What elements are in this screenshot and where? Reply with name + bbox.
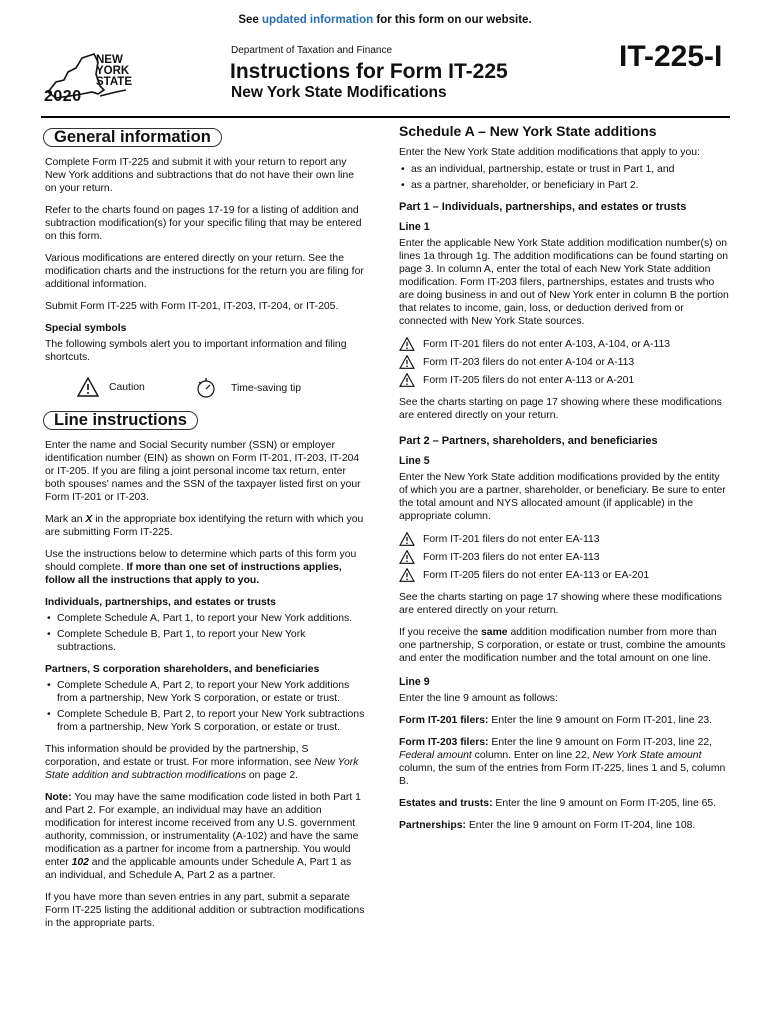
- partners-heading: Partners, S corporation shareholders, and beneficiaries: [45, 664, 320, 675]
- general-paragraph-2: Refer to the charts found on pages 17-19 for a listing of addition and subtraction modification(s) for your specific filing that may be entered on this form.: [45, 205, 362, 242]
- line-paragraph-2: Mark an X in the appropriate box identifying the return with which you are submitting Form IT-225.: [45, 514, 364, 538]
- stopwatch-icon: [195, 377, 217, 399]
- final-paragraph: If you have more than seven entries in any part, submit a separate Form IT-225 listing the additional addition or subtraction modifications in the appropriate parts.: [45, 892, 365, 929]
- caution-icon: [399, 532, 415, 546]
- nys-wordmark: NEW YORK STATE: [96, 54, 132, 88]
- symbols-legend: [45, 373, 365, 403]
- same-number-paragraph: If you receive the same addition modification number from more than one partnership, S corporation, or estate or trust, combine the amounts and enter the modification number and the total amount on one line.: [399, 627, 726, 664]
- page-subtitle: New York State Modifications: [231, 84, 447, 101]
- list-item: • as an individual, partnership, estate or trust in Part 1, and: [399, 163, 730, 176]
- caution-icon: [399, 373, 415, 387]
- line-5-charts-note: See the charts starting on page 17 showing where these modifications are entered directly on your return.: [399, 592, 722, 616]
- line-1-cautions: [399, 337, 730, 387]
- schedule-a-heading: Schedule A – New York State additions: [399, 123, 657, 139]
- updated-information-link[interactable]: updated information: [262, 14, 374, 26]
- list-item: • Complete Schedule A, Part 2, to report your New York additions from a partnership, New York S corporation, or estate or trust.: [45, 679, 365, 705]
- caution-note: Form IT-201 filers do not enter A-103, A-104, or A-113: [399, 337, 730, 351]
- timesaving-label: Time-saving tip: [231, 382, 302, 394]
- line-1-heading: Line 1: [399, 221, 430, 233]
- website-note: [0, 14, 770, 26]
- timesaving-legend: [195, 377, 301, 399]
- note-paragraph: Note: You may have the same modification code listed in both Part 1 and Part 2. For example, an individual may have an addition modification for interest income received from any U.S. government authority, commission, or instrumentality (A-102) and have the same modification as a partner for income from a partnership. You would enter 102 and the applicable amounts under Schedule A, Part 1 as an individual, and Schedule A, Part 2 as a partner.: [45, 792, 361, 881]
- general-paragraph-3: Various modifications are entered directly on your return. See the modification charts and the instructions for the return you are filing for additional information.: [45, 253, 364, 290]
- header-divider: [41, 116, 730, 118]
- line-5-cautions: [399, 532, 730, 582]
- line-1-text: Enter the applicable New York State addition modification number(s) on lines 1a through 1g. The addition modifications can be found starting on page 3. In column A, enter the total of each New York State addition modification. Form IT-203 filers, partnerships, estates and trusts who are doing business in and out of New York enter in column B the portion that relates to income, gain, loss, or deduction derived from or connected with New York State sources.: [399, 238, 729, 327]
- right-column: [399, 125, 730, 841]
- list-item: • Complete Schedule B, Part 2, to report your New York subtractions from a partnership, New York S corporation, or estate or trust.: [45, 708, 365, 734]
- caution-note: Form IT-205 filers do not enter EA-113 or EA-201: [399, 568, 730, 582]
- line-paragraph-1: Enter the name and Social Security number (SSN) or employer identification number (EIN) as shown on Form IT-201, IT-203, IT-204 or IT-205. If you are filing a joint personal income tax return, enter both spouses' names and the SSN of the taxpayer listed first on your Form IT-201 or IT-203.: [45, 440, 361, 503]
- special-symbols-text: The following symbols alert you to important information and filing shortcuts.: [45, 339, 347, 363]
- part-2-heading: Part 2 – Partners, shareholders, and beneficiaries: [399, 435, 658, 447]
- line-5-heading: Line 5: [399, 455, 430, 467]
- it203-instruction: Form IT-203 filers: Enter the line 9 amount on Form IT-203, line 22, Federal amount column. Enter on line 22, New York State amount column, the sum of the entries from Form IT-225, lines 1 and 5, column B.: [399, 737, 726, 787]
- partners-list: [45, 679, 365, 734]
- page-title: Instructions for Form IT-225: [230, 60, 508, 83]
- tax-year: 2020: [44, 88, 82, 105]
- caution-icon: [77, 377, 99, 397]
- caution-icon: [399, 550, 415, 564]
- caution-note: Form IT-201 filers do not enter EA-113: [399, 532, 730, 546]
- line-9-intro: Enter the line 9 amount as follows:: [399, 693, 558, 704]
- list-item: • as a partner, shareholder, or beneficiary in Part 2.: [399, 179, 730, 192]
- general-information-heading: General information: [43, 128, 222, 147]
- line-paragraph-3: Use the instructions below to determine which parts of this form you should complete. If more than one set of instructions applies, follow all the instructions that apply to you.: [45, 549, 357, 586]
- caution-label: Caution: [109, 381, 145, 393]
- department-name: Department of Taxation and Finance: [231, 45, 393, 56]
- caution-icon: [399, 568, 415, 582]
- caution-icon: [399, 337, 415, 351]
- special-symbols-heading: Special symbols: [45, 323, 127, 334]
- info-paragraph: This information should be provided by the partnership, S corporation, and estate or trust. For more information, see New York State addition and subtraction modifications on page 2.: [45, 744, 359, 781]
- website-note-post: for this form on our website.: [373, 14, 532, 26]
- schedule-a-intro: Enter the New York State addition modifications that apply to you:: [399, 147, 700, 158]
- schedule-a-list: [399, 163, 730, 192]
- form-number: IT-225-I: [619, 40, 723, 73]
- individuals-heading: Individuals, partnerships, and estates or trusts: [45, 597, 276, 608]
- line-instructions-heading: Line instructions: [43, 411, 198, 430]
- caution-note: Form IT-205 filers do not enter A-113 or A-201: [399, 373, 730, 387]
- list-item: • Complete Schedule A, Part 1, to report your New York additions.: [45, 612, 365, 625]
- general-paragraph-1: Complete Form IT-225 and submit it with your return to report any New York additions and subtractions that do not have their own line on your return.: [45, 157, 355, 194]
- website-note-pre: See: [238, 14, 263, 26]
- it201-instruction: Form IT-201 filers: Enter the line 9 amount on Form IT-201, line 23.: [399, 715, 713, 726]
- line-1-charts-note: See the charts starting on page 17 showing where these modifications are entered directly on your return.: [399, 397, 722, 421]
- general-paragraph-4: Submit Form IT-225 with Form IT-201, IT-203, IT-204, or IT-205.: [45, 301, 339, 312]
- line-5-text: Enter the New York State addition modifications provided by the entity of which you are a partner, shareholder, or beneficiary. Be sure to enter the total amount and NYS allocated amount (if applicable) in the appropriate column.: [399, 472, 726, 522]
- caution-note: Form IT-203 filers do not enter EA-113: [399, 550, 730, 564]
- part-1-heading: Part 1 – Individuals, partnerships, and estates or trusts: [399, 201, 687, 213]
- estates-instruction: Estates and trusts: Enter the line 9 amount on Form IT-205, line 65.: [399, 798, 717, 809]
- individuals-list: [45, 612, 365, 654]
- caution-icon: [399, 355, 415, 369]
- caution-legend: [77, 377, 145, 397]
- caution-note: Form IT-203 filers do not enter A-104 or A-113: [399, 355, 730, 369]
- partnerships-instruction: Partnerships: Enter the line 9 amount on Form IT-204, line 108.: [399, 820, 696, 831]
- list-item: • Complete Schedule B, Part 1, to report your New York subtractions.: [45, 628, 365, 654]
- left-column: [45, 128, 365, 939]
- line-9-heading: Line 9: [399, 676, 430, 688]
